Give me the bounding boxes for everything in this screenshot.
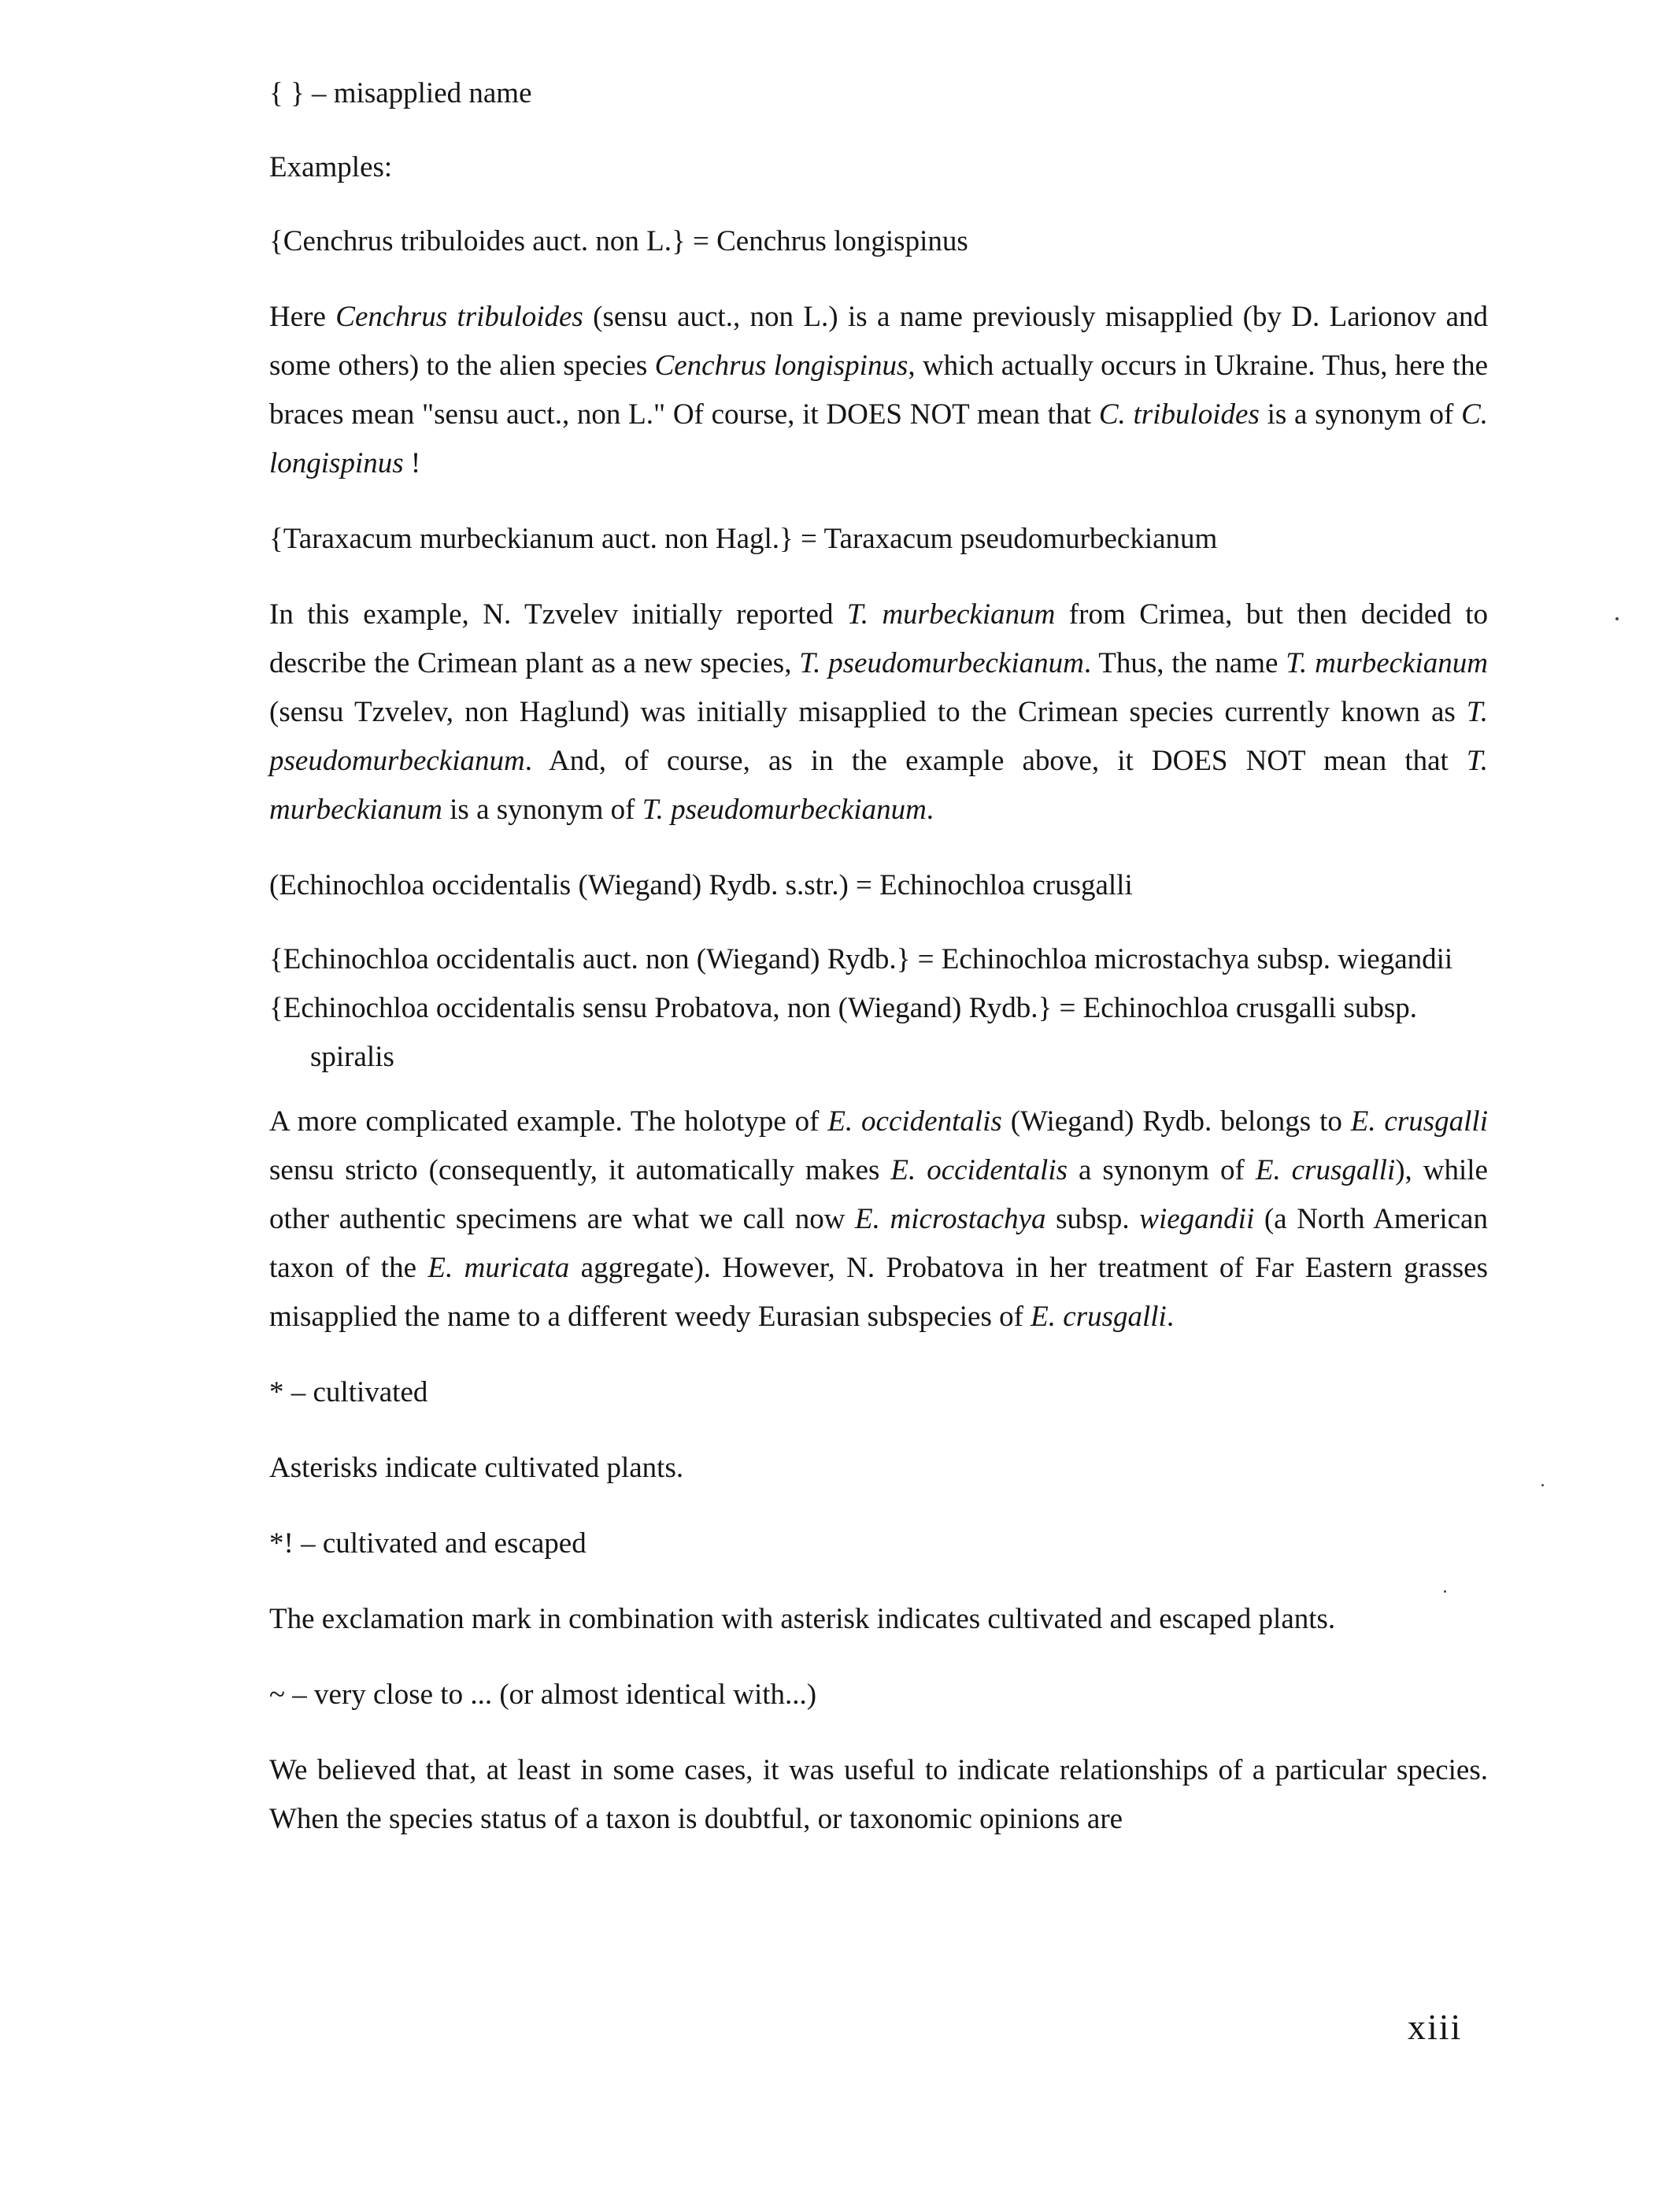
example-cenchrus: {Cenchrus tribuloides auct. non L.} = Cenchrus longispinus (269, 225, 968, 257)
scan-speck (1615, 617, 1619, 620)
page-number: xiii (1408, 2007, 1463, 2047)
paragraph-cenchrus: Here Cenchrus tribuloides (sensu auct., non L.) is a name previously misapplied (by D. Larionov and some others) to the alien species Cenchrus longispinus, which actually occurs in Ukraine. Thus, here the braces mean "sensu auct., non L." Of course, it DOES NOT mean that C. tribuloides is a synonym of C. longispinus ! (269, 301, 1489, 479)
examples-label: Examples: (269, 151, 393, 183)
scan-speck (1444, 1590, 1446, 1593)
paragraph-echinochloa: A more complicated example. The holotype of E. occidentalis (Wiegand) Rydb. belongs to E. crusgalli sensu stricto (consequently, it automatically makes E. occidentalis a synonym of E. crusgalli), while other authentic specimens are what we call now E. microstachya subsp. wiegandii (a North American taxon of the E. muricata aggregate). However, N. Probatova in her treatment of Far Eastern grasses misapplied the name to a different weedy Eurasian subspecies of E. crusgalli. (269, 1105, 1488, 1333)
misapplied-heading: { } – misapplied name (269, 77, 532, 109)
cultivated-heading: * – cultivated (269, 1376, 428, 1408)
cultivated-text: Asterisks indicate cultivated plants. (269, 1452, 684, 1484)
escaped-heading: *! – cultivated and escaped (269, 1527, 587, 1560)
example-echinochloa-probatova: {Echinochloa occidentalis sensu Probatova, non (Wiegand) Rydb.} = Echinochloa crusgalli subsp. spiralis (269, 992, 1418, 1073)
paragraph-relationships: We believed that, at least in some cases, it was useful to indicate relationships of a particular species. When the species status of a taxon is doubtful, or taxonomic opinions are (269, 1754, 1488, 1835)
example-echinochloa-sstr: (Echinochloa occidentalis (Wiegand) Rydb. s.str.) = Echinochloa crusgalli (269, 869, 1133, 901)
page-body (269, 69, 1488, 1844)
example-echinochloa-auct: {Echinochloa occidentalis auct. non (Wiegand) Rydb.} = Echinochloa microstachya subsp. wiegandii (269, 943, 1453, 975)
scan-speck (1541, 1484, 1544, 1486)
example-taraxacum: {Taraxacum murbeckianum auct. non Hagl.} = Taraxacum pseudomurbeckianum (269, 523, 1218, 555)
paragraph-taraxacum: In this example, N. Tzvelev initially reported T. murbeckianum from Crimea, but then decided to describe the Crimean plant as a new species, T. pseudomurbeckianum. Thus, the name T. murbeckianum (sensu Tzvelev, non Haglund) was initially misapplied to the Crimean species currently known as T. pseudomurbeckianum. And, of course, as in the example above, it DOES NOT mean that T. murbeckianum is a synonym of T. pseudomurbeckianum. (269, 598, 1488, 826)
close-to-heading: ~ – very close to ... (or almost identical with...) (269, 1678, 817, 1711)
escaped-text: The exclamation mark in combination with asterisk indicates cultivated and escaped plants. (269, 1603, 1336, 1635)
